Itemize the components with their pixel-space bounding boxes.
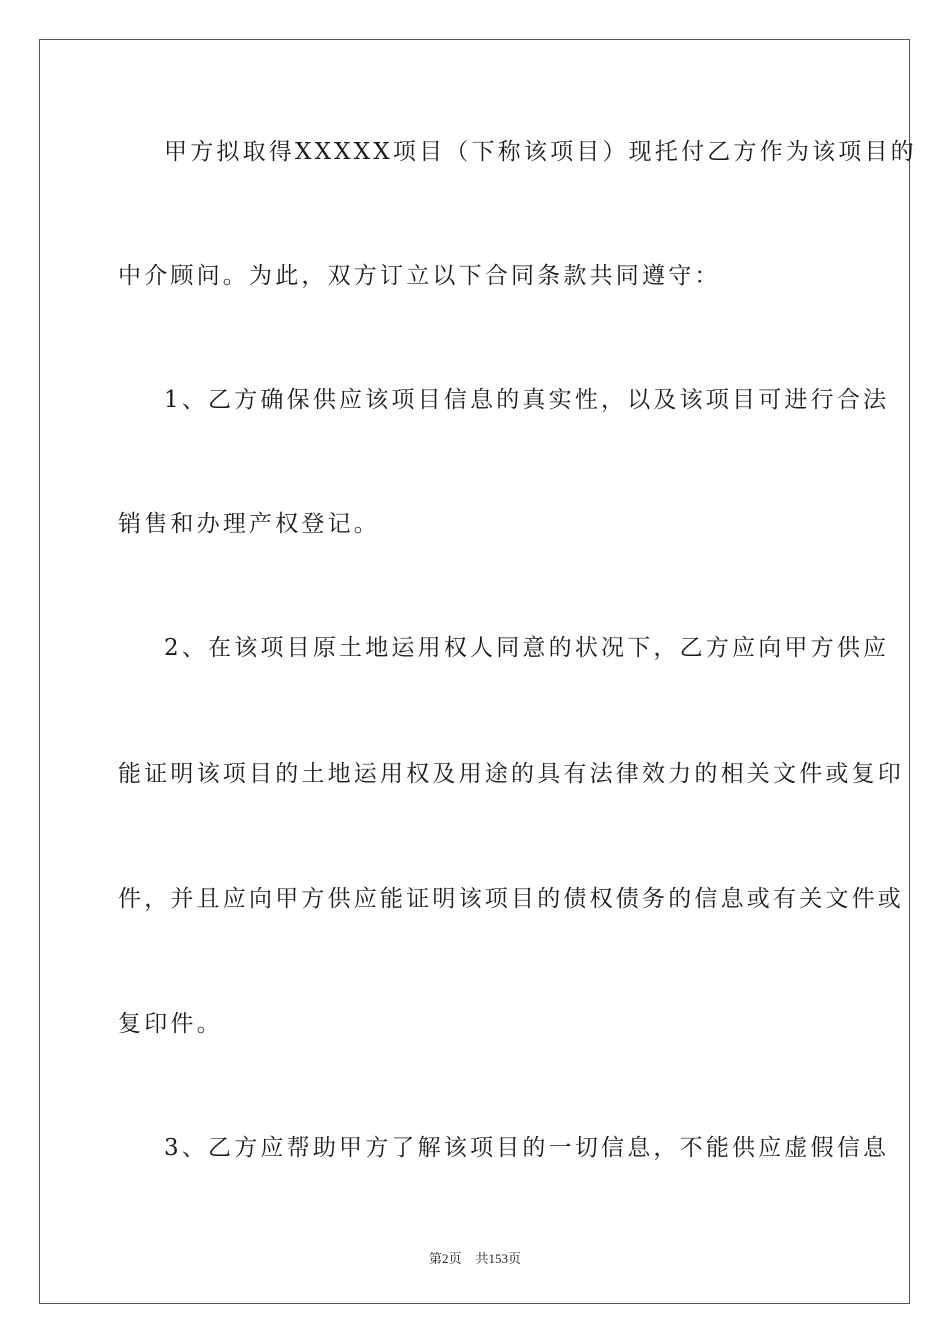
page-footer: [0, 1248, 950, 1267]
paragraph-line-7: 件，并且应向甲方供应能证明该项目的债权债务的信息或有关文件或: [118, 886, 904, 912]
total-pages: 共153页: [475, 1251, 522, 1266]
page-number: 第2页: [428, 1251, 462, 1266]
page-border: [39, 39, 917, 1304]
paragraph-line-6: 能证明该项目的土地运用权及用途的具有法律效力的相关文件或复印: [118, 761, 904, 787]
paragraph-line-2: 中介顾问。为此，双方订立以下合同条款共同遵守：: [118, 263, 721, 289]
paragraph-line-9: 3、乙方应帮助甲方了解该项目的一切信息，不能供应虚假信息: [164, 1135, 890, 1161]
paragraph-line-5: 2、在该项目原土地运用权人同意的状况下，乙方应向甲方供应: [164, 635, 890, 661]
paragraph-line-8: 复印件。: [118, 1011, 223, 1037]
paragraph-line-3: 1、乙方确保供应该项目信息的真实性，以及该项目可进行合法: [164, 387, 890, 413]
paragraph-line-1: 甲方拟取得XXXXX项目（下称该项目）现托付乙方作为该项目的: [164, 139, 917, 165]
paragraph-line-4: 销售和办理产权登记。: [118, 511, 380, 537]
